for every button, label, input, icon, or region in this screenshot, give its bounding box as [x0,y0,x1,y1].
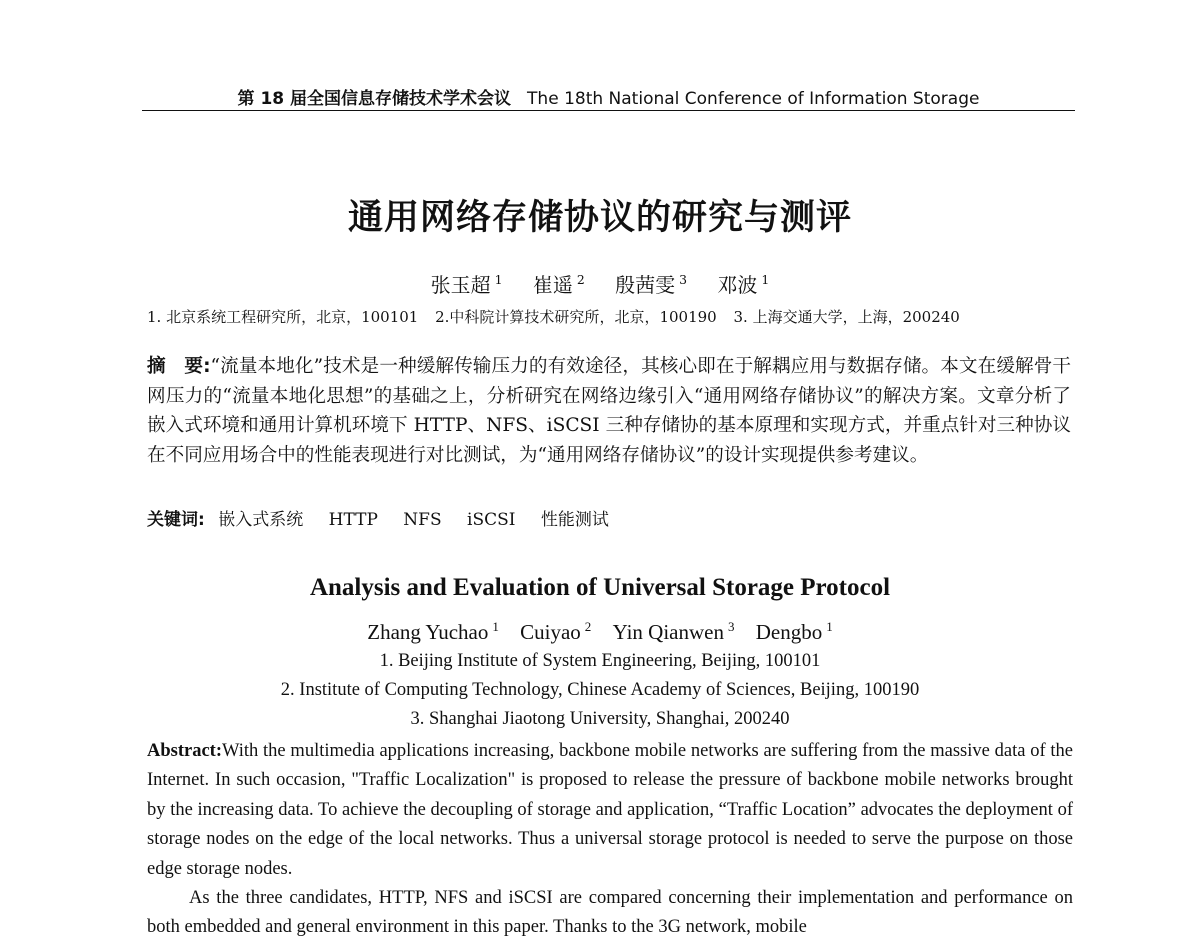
paper-title-cn: 通用网络存储协议的研究与测评 [347,198,852,238]
abstract-label-cn: 摘 要: [147,356,211,377]
paper-title-en: Analysis and Evaluation of Universal Storage Protocol [309,574,891,601]
abstract-text-cn: “流量本地化”技术是一种缓解传输压力的有效途径，其核心即在于解耦应用与数据存储。本文在缓解骨干网压力的“流量本地化思想”的基础之上，分析研究在网络边缘引入“通用网络存储协议”的解决方案。文章分析了嵌入式环境和通用计算机环境下 HTTP、NFS、iSCSI 三种存储协的基本原理和实现方式，并重点针对三种协议在不同应用场合中的性能表现进行对比测试，为“通用网络存储协议”的设计实现提供参考建议。 [147,356,1072,466]
author-en: Zhang Yuchao $^1$ [367,619,499,644]
affiliation-cn: 1. 北京系统工程研究所，北京，100101 [147,308,419,326]
affiliations-cn [147,306,1073,327]
keywords-cn [147,505,1071,530]
affiliation-en: 2. Institute of Computing Technology, Chinese Academy of Sciences, Beijing, 100190 [280,680,920,700]
conference-name-cn: 第 18 届全国信息存储技术学术会议 [237,89,512,109]
keyword: iSCSI [467,510,516,530]
author-cn: 殷茜雯 $^3$ [615,272,688,297]
conference-name-en: The 18th National Conference of Information Storage [527,89,980,109]
abstract-paragraph: Abstract:With the multimedia applications increasing, backbone mobile networks are suffering from the massive data of the Internet. In such occasion, "Traffic Localization" is proposed to release the pressure of backbone mobile networks brought by the increasing data. To achieve the decoupling of storage and application, “Traffic Location” advocates the deployment of storage nodes on the edge of the local networks. Thus a universal storage protocol is needed to serve the purpose on those edge storage nodes. [147,741,1073,879]
abstract-en [147,737,1073,943]
affiliation-cn: 2.中科院计算技术研究所，北京，100190 [435,308,717,326]
author-en: Yin Qianwen $^3$ [612,619,735,644]
keyword: 嵌入式系统 [218,510,304,530]
abstract-cn [147,352,1071,470]
author-list-cn [0,269,1200,298]
affiliation-en: 3. Shanghai Jiaotong University, Shanghai, 200240 [410,709,790,729]
author-cn: 邓波 $^1$ [717,272,770,297]
header-divider [142,110,1075,111]
affiliation-cn: 3. 上海交通大学，上海，200240 [733,308,960,326]
keyword: 性能测试 [540,510,609,530]
keyword: HTTP [328,510,378,530]
author-cn: 张玉超 $^1$ [430,272,503,297]
abstract-paragraph: As the three candidates, HTTP, NFS and iSCSI are compared concerning their implementation and performance on both embedded and general environment in this paper. Thanks to the 3G network, mobile [147,888,1073,938]
affiliation-en: 1. Beijing Institute of System Engineering, Beijing, 100101 [379,651,821,671]
keywords-label-cn: 关键词: [147,510,205,530]
author-list-en [0,620,1200,645]
author-en: Cuiyao $^2$ [520,619,592,644]
abstract-label-en: Abstract: [147,741,223,761]
author-cn: 崔遥 $^2$ [532,272,585,297]
keyword: NFS [403,510,442,530]
running-header [142,84,1075,109]
author-en: Dengbo $^1$ [755,619,833,644]
